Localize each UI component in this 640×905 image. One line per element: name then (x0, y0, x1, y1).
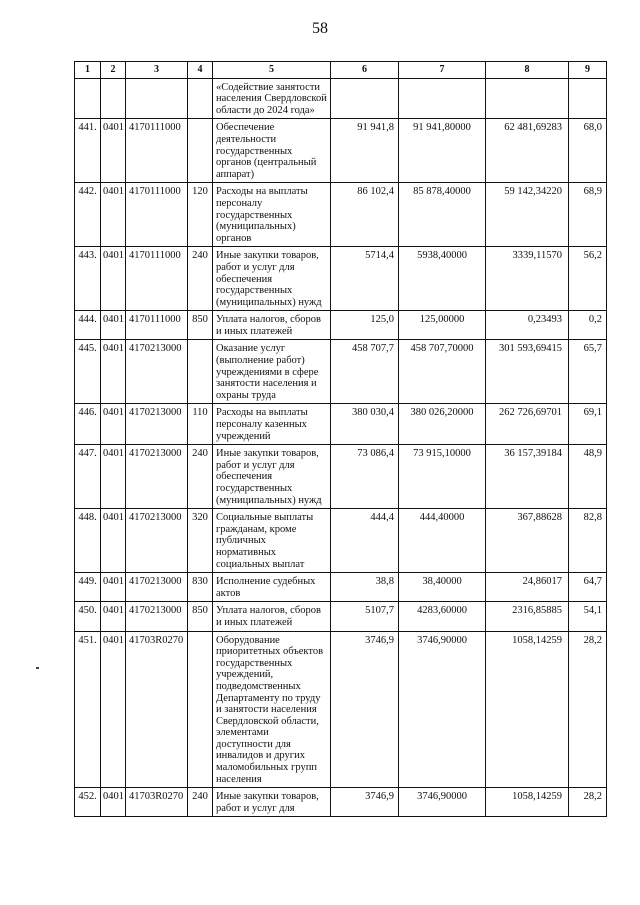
target-article-code-cell: 41703R0270 (126, 631, 188, 788)
executed-amount-cell: 367,88628 (486, 509, 569, 573)
col-header-9: 9 (569, 62, 607, 79)
execution-percent-cell: 65,7 (569, 340, 607, 404)
refined-amount-cell: 380 026,20000 (399, 404, 486, 445)
section-code-cell: 0401 (101, 573, 126, 602)
approved-amount-cell: 3746,9 (331, 631, 399, 788)
expense-type-code-cell: 240 (188, 247, 213, 311)
expense-type-code-cell: 320 (188, 509, 213, 573)
refined-amount-cell: 458 707,70000 (399, 340, 486, 404)
target-article-code-cell (126, 78, 188, 119)
item-name-cell: Социальные выплаты гражданам, кроме публичных нормативных социальных выплат (213, 509, 331, 573)
execution-percent-cell: 0,2 (569, 311, 607, 340)
refined-amount-cell: 4283,60000 (399, 602, 486, 631)
expense-type-code-cell: 240 (188, 788, 213, 817)
item-name-cell: Иные закупки товаров, работ и услуг для обеспечения государственных (муниципальных) нужд (213, 445, 331, 509)
expense-type-code-cell: 240 (188, 445, 213, 509)
executed-amount-cell: 3339,11570 (486, 247, 569, 311)
table-row (75, 183, 607, 247)
table-row (75, 509, 607, 573)
refined-amount-cell (399, 78, 486, 119)
target-article-code-cell: 4170213000 (126, 509, 188, 573)
section-code-cell: 0401 (101, 631, 126, 788)
row-number-cell: 443. (75, 247, 101, 311)
section-code-cell: 0401 (101, 445, 126, 509)
row-number-cell: 445. (75, 340, 101, 404)
target-article-code-cell: 4170111000 (126, 119, 188, 183)
execution-percent-cell: 69,1 (569, 404, 607, 445)
approved-amount-cell: 125,0 (331, 311, 399, 340)
item-name-cell: Обеспечение деятельности государственных органов (центральный аппарат) (213, 119, 331, 183)
col-header-5: 5 (213, 62, 331, 79)
executed-amount-cell: 62 481,69283 (486, 119, 569, 183)
refined-amount-cell: 73 915,10000 (399, 445, 486, 509)
expense-type-code-cell: 830 (188, 573, 213, 602)
col-header-4: 4 (188, 62, 213, 79)
executed-amount-cell: 36 157,39184 (486, 445, 569, 509)
expense-type-code-cell: 850 (188, 602, 213, 631)
row-number-cell: 452. (75, 788, 101, 817)
target-article-code-cell: 4170213000 (126, 602, 188, 631)
row-number-cell: 441. (75, 119, 101, 183)
section-code-cell: 0401 (101, 119, 126, 183)
item-name-cell: Исполнение судебных актов (213, 573, 331, 602)
table-row (75, 573, 607, 602)
execution-percent-cell: 28,2 (569, 631, 607, 788)
approved-amount-cell: 380 030,4 (331, 404, 399, 445)
section-code-cell: 0401 (101, 311, 126, 340)
row-number-cell: 451. (75, 631, 101, 788)
col-header-2: 2 (101, 62, 126, 79)
item-name-cell: «Содействие занятости населения Свердловской области до 2024 года» (213, 78, 331, 119)
target-article-code-cell: 4170213000 (126, 404, 188, 445)
section-code-cell: 0401 (101, 247, 126, 311)
section-code-cell: 0401 (101, 509, 126, 573)
col-header-6: 6 (331, 62, 399, 79)
table-row (75, 445, 607, 509)
table-row (75, 247, 607, 311)
row-number-cell: 442. (75, 183, 101, 247)
execution-percent-cell (569, 78, 607, 119)
section-code-cell: 0401 (101, 340, 126, 404)
approved-amount-cell: 458 707,7 (331, 340, 399, 404)
item-name-cell: Оказание услуг (выполнение работ) учреждениями в сфере занятости населения и охраны труда (213, 340, 331, 404)
approved-amount-cell: 86 102,4 (331, 183, 399, 247)
row-number-cell: 447. (75, 445, 101, 509)
table-row (75, 631, 607, 788)
budget-table (74, 61, 607, 817)
row-number-cell: 444. (75, 311, 101, 340)
execution-percent-cell: 68,9 (569, 183, 607, 247)
target-article-code-cell: 4170213000 (126, 340, 188, 404)
expense-type-code-cell: 850 (188, 311, 213, 340)
section-code-cell: 0401 (101, 788, 126, 817)
target-article-code-cell: 4170111000 (126, 311, 188, 340)
approved-amount-cell: 5107,7 (331, 602, 399, 631)
target-article-code-cell: 41703R0270 (126, 788, 188, 817)
table-row (75, 602, 607, 631)
target-article-code-cell: 4170111000 (126, 183, 188, 247)
col-header-7: 7 (399, 62, 486, 79)
table-header-row (75, 62, 607, 79)
approved-amount-cell: 3746,9 (331, 788, 399, 817)
refined-amount-cell: 91 941,80000 (399, 119, 486, 183)
margin-mark (36, 667, 39, 669)
executed-amount-cell: 1058,14259 (486, 788, 569, 817)
item-name-cell: Расходы на выплаты персоналу государственных (муниципальных) органов (213, 183, 331, 247)
execution-percent-cell: 82,8 (569, 509, 607, 573)
col-header-3: 3 (126, 62, 188, 79)
table-row (75, 340, 607, 404)
refined-amount-cell: 125,00000 (399, 311, 486, 340)
row-number-cell: 448. (75, 509, 101, 573)
col-header-8: 8 (486, 62, 569, 79)
execution-percent-cell: 54,1 (569, 602, 607, 631)
approved-amount-cell (331, 78, 399, 119)
approved-amount-cell: 5714,4 (331, 247, 399, 311)
row-number-cell: 446. (75, 404, 101, 445)
approved-amount-cell: 91 941,8 (331, 119, 399, 183)
table-row (75, 78, 607, 119)
refined-amount-cell: 444,40000 (399, 509, 486, 573)
item-name-cell: Иные закупки товаров, работ и услуг для обеспечения государственных (муниципальных) нужд (213, 247, 331, 311)
expense-type-code-cell: 120 (188, 183, 213, 247)
executed-amount-cell (486, 78, 569, 119)
execution-percent-cell: 64,7 (569, 573, 607, 602)
expense-type-code-cell (188, 78, 213, 119)
execution-percent-cell: 68,0 (569, 119, 607, 183)
expense-type-code-cell (188, 631, 213, 788)
execution-percent-cell: 28,2 (569, 788, 607, 817)
table-body (75, 78, 607, 817)
item-name-cell: Уплата налогов, сборов и иных платежей (213, 311, 331, 340)
section-code-cell: 0401 (101, 183, 126, 247)
executed-amount-cell: 1058,14259 (486, 631, 569, 788)
item-name-cell: Иные закупки товаров, работ и услуг для (213, 788, 331, 817)
item-name-cell: Оборудование приоритетных объектов государственных учреждений, подведомственных Департаменту по труду и занятости населения Свердловской области, элементами доступности для инвалидов и других маломобильных групп населения (213, 631, 331, 788)
row-number-cell: 450. (75, 602, 101, 631)
table-row (75, 119, 607, 183)
target-article-code-cell: 4170213000 (126, 573, 188, 602)
section-code-cell (101, 78, 126, 119)
row-number-cell: 449. (75, 573, 101, 602)
refined-amount-cell: 38,40000 (399, 573, 486, 602)
refined-amount-cell: 5938,40000 (399, 247, 486, 311)
section-code-cell: 0401 (101, 602, 126, 631)
item-name-cell: Расходы на выплаты персоналу казенных учреждений (213, 404, 331, 445)
executed-amount-cell: 2316,85885 (486, 602, 569, 631)
refined-amount-cell: 3746,90000 (399, 788, 486, 817)
executed-amount-cell: 262 726,69701 (486, 404, 569, 445)
execution-percent-cell: 48,9 (569, 445, 607, 509)
executed-amount-cell: 24,86017 (486, 573, 569, 602)
approved-amount-cell: 444,4 (331, 509, 399, 573)
page-number: 58 (312, 20, 328, 37)
execution-percent-cell: 56,2 (569, 247, 607, 311)
approved-amount-cell: 73 086,4 (331, 445, 399, 509)
executed-amount-cell: 0,23493 (486, 311, 569, 340)
row-number-cell (75, 78, 101, 119)
refined-amount-cell: 3746,90000 (399, 631, 486, 788)
table-row (75, 788, 607, 817)
table-row (75, 311, 607, 340)
table-row (75, 404, 607, 445)
col-header-1: 1 (75, 62, 101, 79)
target-article-code-cell: 4170213000 (126, 445, 188, 509)
expense-type-code-cell (188, 340, 213, 404)
executed-amount-cell: 301 593,69415 (486, 340, 569, 404)
executed-amount-cell: 59 142,34220 (486, 183, 569, 247)
approved-amount-cell: 38,8 (331, 573, 399, 602)
item-name-cell: Уплата налогов, сборов и иных платежей (213, 602, 331, 631)
expense-type-code-cell (188, 119, 213, 183)
expense-type-code-cell: 110 (188, 404, 213, 445)
refined-amount-cell: 85 878,40000 (399, 183, 486, 247)
target-article-code-cell: 4170111000 (126, 247, 188, 311)
section-code-cell: 0401 (101, 404, 126, 445)
